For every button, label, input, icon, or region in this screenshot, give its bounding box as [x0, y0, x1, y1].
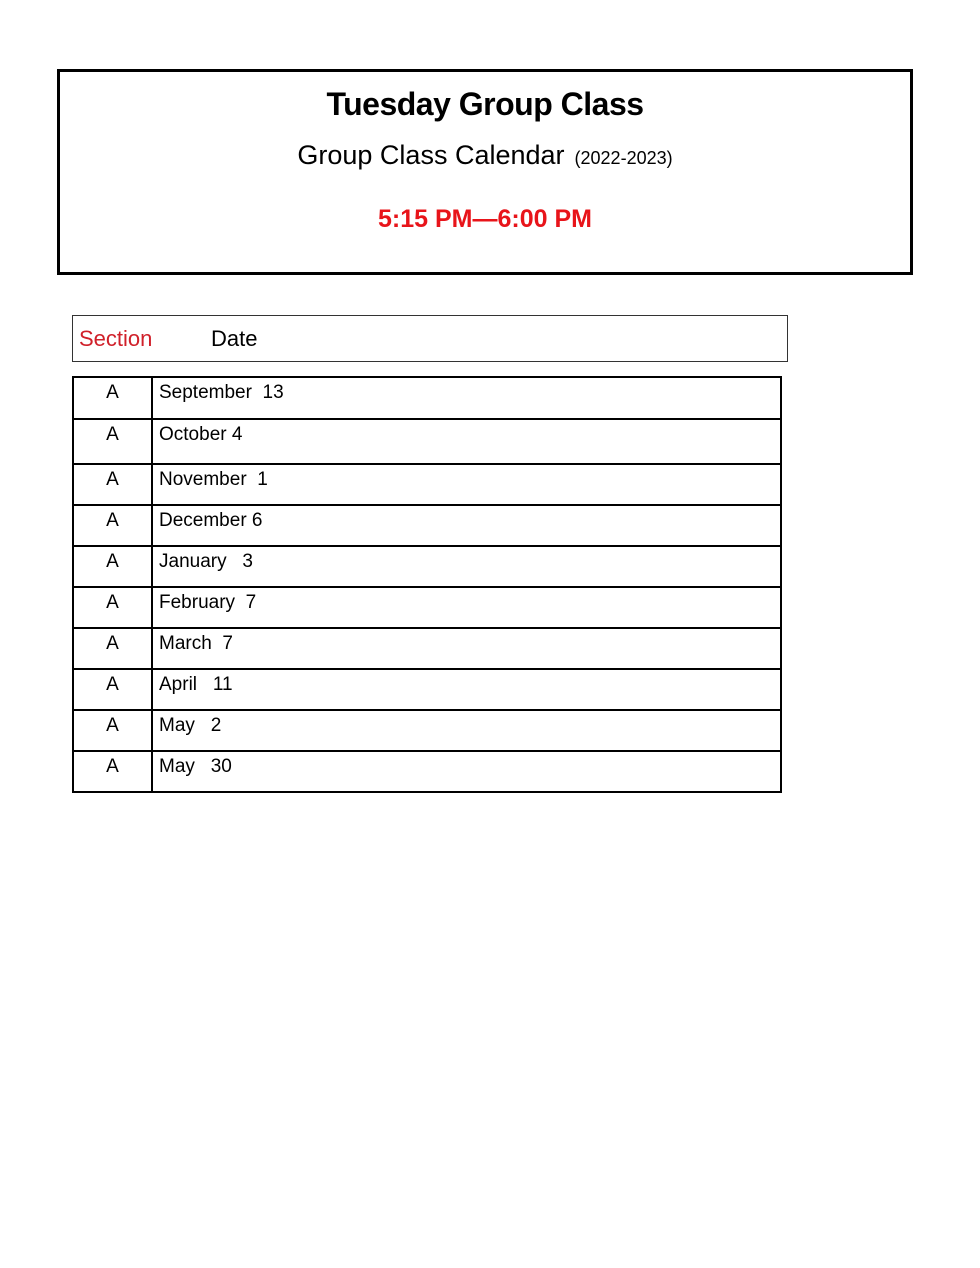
- table-row: [74, 750, 780, 791]
- header-box: [57, 69, 913, 275]
- table-row: [74, 418, 780, 463]
- school-year: (2022-2023): [574, 148, 673, 168]
- table-row: [74, 463, 780, 504]
- date-column-label: Date: [211, 326, 258, 351]
- subtitle: [60, 140, 910, 171]
- page-title: Tuesday Group Class: [326, 86, 644, 122]
- section-cell: A: [74, 506, 153, 545]
- table-row: [74, 586, 780, 627]
- table-row: [74, 378, 780, 418]
- section-cell: A: [74, 588, 153, 627]
- section-cell: A: [74, 670, 153, 709]
- subtitle-text: Group Class Calendar: [297, 140, 565, 170]
- date-cell: May 2: [159, 715, 222, 736]
- date-cell: March 7: [159, 633, 233, 654]
- table-row: [74, 709, 780, 750]
- section-cell: A: [74, 465, 153, 504]
- table-row: [74, 668, 780, 709]
- date-cell: September 13: [159, 382, 284, 403]
- section-cell: A: [74, 547, 153, 586]
- date-cell: February 7: [159, 592, 257, 613]
- section-column-label: Section: [79, 326, 153, 351]
- table-row: [74, 504, 780, 545]
- date-cell: December 6: [159, 510, 263, 531]
- schedule-table: [72, 376, 782, 793]
- date-cell: April 11: [159, 674, 233, 695]
- table-row: [74, 627, 780, 668]
- class-time: 5:15 PM—6:00 PM: [378, 205, 592, 233]
- date-cell: January 3: [159, 551, 253, 572]
- section-cell: A: [74, 420, 153, 463]
- section-cell: A: [74, 378, 153, 418]
- date-cell: October 4: [159, 424, 243, 445]
- table-row: [74, 545, 780, 586]
- section-cell: A: [74, 711, 153, 750]
- column-header: [72, 315, 788, 362]
- section-cell: A: [74, 629, 153, 668]
- date-cell: May 30: [159, 756, 232, 777]
- section-cell: A: [74, 752, 153, 791]
- date-cell: November 1: [159, 469, 268, 490]
